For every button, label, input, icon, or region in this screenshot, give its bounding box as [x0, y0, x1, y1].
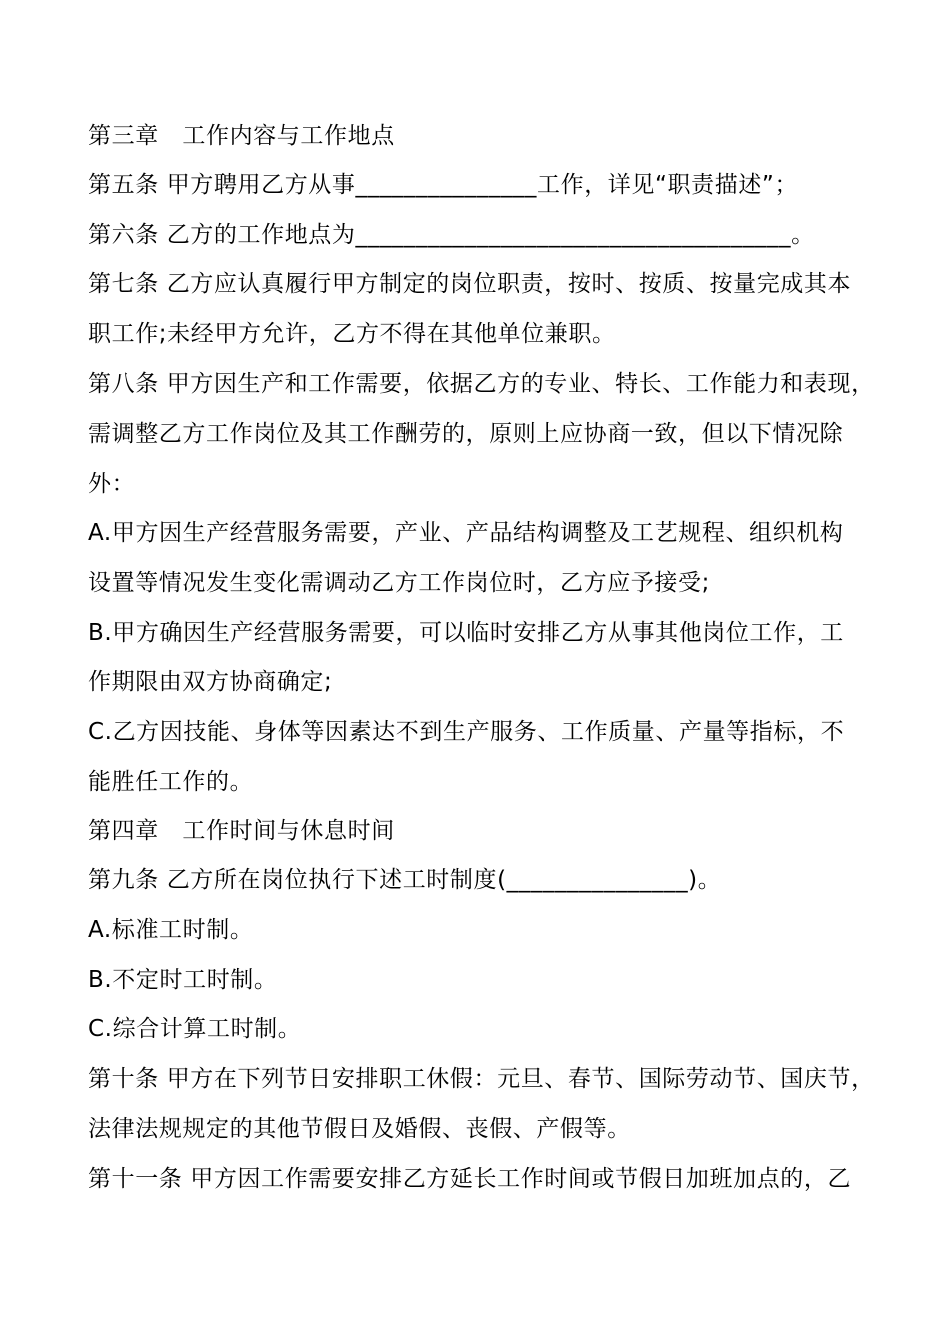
article-8-item-c-line-1: C.乙方因技能、身体等因素达不到生产服务、工作质量、产量等指标，不 — [88, 719, 845, 745]
article-8-item-a-line-1: A.甲方因生产经营服务需要，产业、产品结构调整及工艺规程、组织机构 — [88, 520, 844, 546]
article-10-text-line-1: 第十条 甲方在下列节日安排职工休假：元旦、春节、国际劳动节、国庆节， — [88, 1066, 875, 1092]
article-9-option-c: C.综合计算工时制。 — [88, 1016, 302, 1042]
article-11-text-line-1: 第十一条 甲方因工作需要安排乙方延长工作时间或节假日加班加点的，乙 — [88, 1166, 852, 1192]
article-8-item-a-line-2: 设置等情况发生变化需调动乙方工作岗位时，乙方应予接受; — [88, 570, 710, 596]
chapter-3-heading: 第三章 工作内容与工作地点 — [88, 123, 395, 149]
chapter-4-heading: 第四章 工作时间与休息时间 — [88, 818, 395, 844]
article-8-text-line-3: 外： — [88, 471, 136, 497]
article-10-text-line-2: 法律法规规定的其他节假日及婚假、丧假、产假等。 — [88, 1116, 631, 1142]
article-8-text-line-2: 需调整乙方工作岗位及其工作酬劳的，原则上应协商一致，但以下情况除 — [88, 421, 844, 447]
article-7-text-line-1: 第七条 乙方应认真履行甲方制定的岗位职责，按时、按质、按量完成其本 — [88, 271, 852, 297]
article-8-item-b-line-1: B.甲方确因生产经营服务需要，可以临时安排乙方从事其他岗位工作，工 — [88, 620, 844, 646]
article-7-text-line-2: 职工作;未经甲方允许，乙方不得在其他单位兼职。 — [88, 321, 616, 347]
article-9-text: 第九条 乙方所在岗位执行下述工时制度(_______________)。 — [88, 867, 722, 893]
article-8-item-c-line-2: 能胜任工作的。 — [88, 769, 254, 795]
article-5-text: 第五条 甲方聘用乙方从事_______________工作，详见“职责描述”； — [88, 172, 799, 198]
article-8-text-line-1: 第八条 甲方因生产和工作需要，依据乙方的专业、特长、工作能力和表现， — [88, 371, 875, 397]
article-9-option-a: A.标准工时制。 — [88, 917, 254, 943]
article-8-item-b-line-2: 作期限由双方协商确定; — [88, 669, 333, 695]
article-9-option-b: B.不定时工时制。 — [88, 967, 278, 993]
article-6-text: 第六条 乙方的工作地点为____________________________________。 — [88, 222, 815, 248]
